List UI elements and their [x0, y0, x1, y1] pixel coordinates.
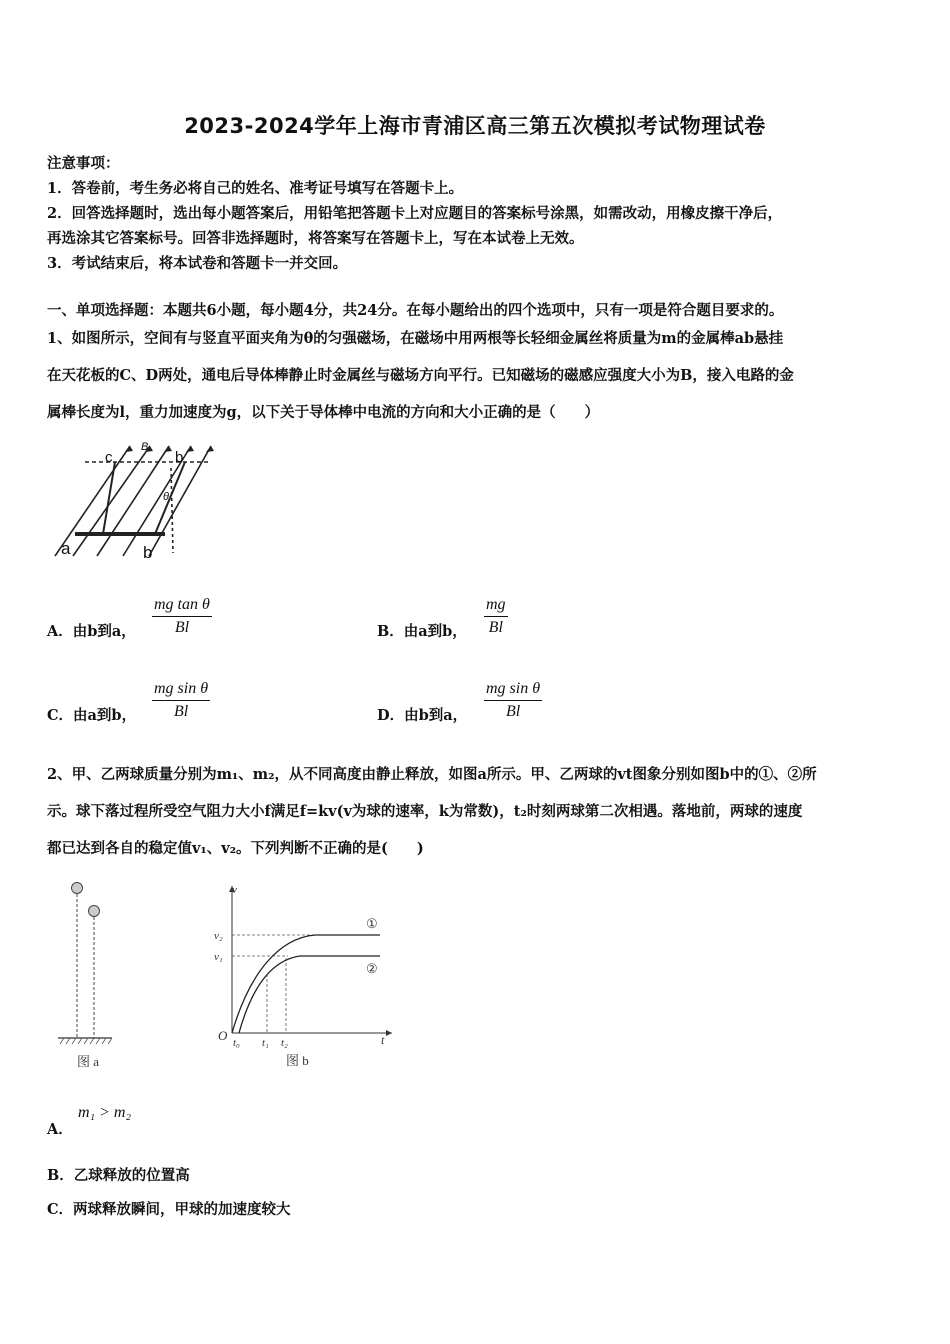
label-B: B	[141, 441, 149, 453]
q2-option-a-expr: m₁ > m₂	[78, 1104, 132, 1121]
notes-item: 1．答卷前，考生务必将自己的姓名、准考证号填写在答题卡上。	[47, 180, 464, 197]
section-heading: 一、单项选择题：本题共6小题，每小题4分，共24分。在每小题给出的四个选项中，只有一项是符合题目要求的。	[47, 302, 784, 319]
label-b: b	[143, 543, 153, 562]
q2-option-c[interactable]: C．两球释放瞬间，甲球的加速度较大	[47, 1201, 291, 1218]
label-t0: t₀	[233, 1037, 240, 1049]
notes-item: 再选涂其它答案标号。回答非选择题时，将答案写在答题卡上，写在本试卷上无效。	[47, 230, 584, 247]
option-d-fraction	[484, 680, 542, 721]
option-d[interactable]: D．由b到a，	[377, 707, 468, 724]
denominator: Bl	[173, 703, 189, 720]
q2-option-b[interactable]: B．乙球释放的位置高	[47, 1167, 190, 1184]
option-b[interactable]: B．由a到b，	[377, 623, 467, 640]
q1-stem-line: 属棒长度为l，重力加速度为g，以下关于导体棒中电流的方向和大小正确的是（ ）	[47, 404, 600, 421]
denominator: Bl	[174, 619, 190, 636]
page-title: 2023-2024学年上海市青浦区高三第五次模拟考试物理试卷	[184, 114, 766, 138]
denominator: Bl	[488, 619, 503, 636]
label-v2: v₂	[214, 930, 223, 942]
label-t: t	[381, 1033, 385, 1047]
q1-stem-line: 在天花板的C、D两处，通电后导体棒静止时金属丝与磁场方向平行。已知磁场的磁感应强度大小为B，接入电路的金	[47, 367, 794, 384]
option-c[interactable]: C．由a到b，	[47, 707, 137, 724]
ball-yi	[89, 906, 100, 917]
fig-a-caption: 图 a	[77, 1054, 100, 1069]
option-a[interactable]: A．由b到a，	[47, 623, 136, 640]
q2-option-a[interactable]: A．	[47, 1121, 73, 1138]
q1-stem-line: 1、如图所示，空间有与竖直平面夹角为θ的匀强磁场，在磁场中用两根等长轻细金属丝将质量为m的金属棒ab悬挂	[47, 330, 784, 347]
numerator: mg sin θ	[484, 680, 542, 701]
label-c: c	[105, 449, 113, 466]
curve-1	[232, 935, 380, 1033]
label-origin: O	[218, 1028, 228, 1043]
label-theta: θ	[163, 491, 169, 503]
label-d: b	[175, 449, 184, 466]
fig-b-caption: 图 b	[286, 1053, 309, 1068]
q2-stem-line: 示。球下落过程所受空气阻力大小f满足f=kv(v为球的速率，k为常数)，t₂时刻两球第二次相遇。落地前，两球的速度	[47, 803, 803, 820]
option-c-fraction	[152, 680, 210, 721]
q2-stem-line: 2、甲、乙两球质量分别为m₁、m₂，从不同高度由静止释放，如图a所示。甲、乙两球的vt图象分别如图b中的①、②所	[47, 766, 817, 783]
label-a: a	[61, 539, 71, 558]
q2-stem-line: 都已达到各自的稳定值v₁、v₂。下列判断不正确的是( )	[47, 840, 424, 857]
denominator: Bl	[505, 703, 521, 720]
label-t2: t₂	[281, 1037, 288, 1049]
numerator: mg	[484, 596, 508, 617]
option-a-fraction	[152, 596, 212, 637]
q1-figure	[45, 438, 220, 566]
notes-heading: 注意事项：	[47, 155, 120, 172]
notes-item: 2．回答选择题时，选出每小题答案后，用铅笔把答题卡上对应题目的答案标号涂黑，如需改动，用橡皮擦干净后，	[47, 205, 783, 222]
q2-figure-b	[210, 876, 410, 1076]
curve-2-label: ②	[366, 961, 378, 976]
ball-jia	[72, 883, 83, 894]
label-v: v	[232, 884, 237, 896]
label-t1: t₁	[262, 1037, 269, 1049]
axis-arrow-icon	[386, 1030, 392, 1036]
notes-item: 3．考试结束后，将本试卷和答题卡一并交回。	[47, 255, 348, 272]
q2-figure-a	[50, 874, 130, 1074]
numerator: mg tan θ	[152, 596, 212, 617]
label-v1: v₁	[214, 951, 223, 963]
numerator: mg sin θ	[152, 680, 210, 701]
option-b-fraction	[484, 596, 508, 637]
vertical-ref-line	[171, 468, 173, 553]
curve-1-label: ①	[366, 916, 378, 931]
curve-2	[239, 956, 380, 1033]
